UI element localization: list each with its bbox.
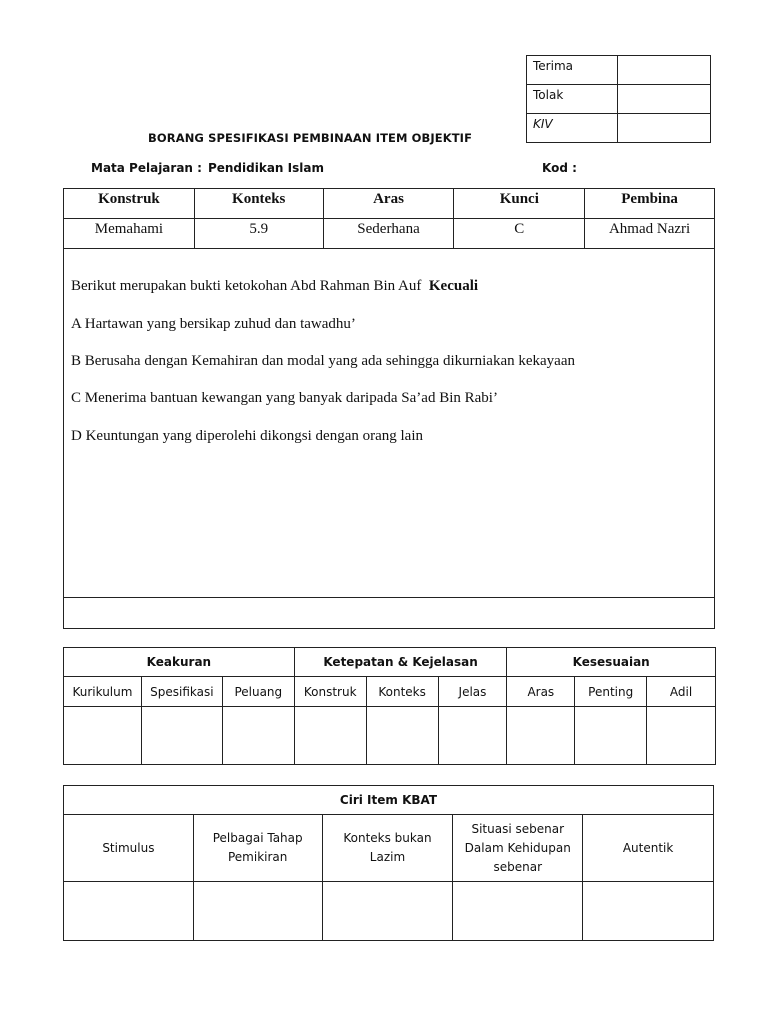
kbat-cell-pelbagai[interactable] bbox=[193, 882, 322, 941]
status-tolak-label: Tolak bbox=[527, 85, 618, 114]
review-cell-jelas[interactable] bbox=[438, 707, 507, 765]
meta-header-konstruk: Konstruk bbox=[64, 189, 195, 219]
kbat-header-pelbagai-line1: Pelbagai Tahap bbox=[212, 831, 303, 845]
status-kiv-cell[interactable] bbox=[618, 114, 711, 143]
review-group-keakuran: Keakuran bbox=[64, 648, 295, 677]
meta-header-aras: Aras bbox=[323, 189, 454, 219]
kbat-header-stimulus bbox=[64, 815, 194, 882]
review-sub-konstruk: Konstruk bbox=[294, 677, 366, 707]
kbat-header-situasi-line1: Situasi sebenar bbox=[471, 821, 565, 836]
meta-value-konstruk: Memahami bbox=[64, 219, 195, 249]
review-sub-konteks: Konteks bbox=[366, 677, 438, 707]
kbat-cell-situasi[interactable] bbox=[453, 882, 583, 941]
review-cell-adil[interactable] bbox=[647, 707, 716, 765]
kbat-cell-konteks[interactable] bbox=[322, 882, 453, 941]
kbat-cell-stimulus[interactable] bbox=[64, 882, 194, 941]
meta-header-konteks: Konteks bbox=[194, 189, 323, 219]
meta-value-pembina: Ahmad Nazri bbox=[585, 219, 715, 249]
review-cell-peluang[interactable] bbox=[222, 707, 294, 765]
kbat-header-konteks bbox=[322, 815, 453, 882]
kbat-cell-autentik[interactable] bbox=[583, 882, 714, 941]
review-sub-kurikulum: Kurikulum bbox=[64, 677, 142, 707]
review-cell-spesifikasi[interactable] bbox=[141, 707, 222, 765]
kbat-header-situasi bbox=[453, 815, 583, 882]
review-sub-aras: Aras bbox=[507, 677, 575, 707]
review-group-kesesuaian: Kesesuaian bbox=[507, 648, 716, 677]
form-title: BORANG SPESIFIKASI PEMBINAAN ITEM OBJEKTIF bbox=[148, 131, 473, 145]
option-d: D Keuntungan yang diperolehi dikongsi dengan orang lain bbox=[71, 428, 424, 444]
review-cell-penting[interactable] bbox=[575, 707, 647, 765]
status-terima-cell[interactable] bbox=[618, 56, 711, 85]
question-box bbox=[63, 249, 715, 598]
review-cell-konstruk[interactable] bbox=[294, 707, 366, 765]
option-a: A Hartawan yang bersikap zuhud dan tawadhu’ bbox=[71, 316, 356, 332]
option-b: B Berusaha dengan Kemahiran dan modal yang ada sehingga dikurniakan kekayaan bbox=[71, 353, 575, 369]
subject-value: Pendidikan Islam bbox=[207, 161, 324, 175]
kbat-header-pelbagai bbox=[193, 815, 322, 882]
kbat-header-konteks-line1: Konteks bukan bbox=[343, 831, 432, 845]
notes-box[interactable] bbox=[63, 597, 715, 629]
kbat-header-situasi-line2: Dalam Kehidupan bbox=[464, 840, 571, 855]
status-terima-label: Terima bbox=[527, 56, 618, 85]
kbat-table bbox=[63, 785, 714, 941]
question-stem-text: Berikut merupakan bukti ketokohan Abd Rahman Bin Auf bbox=[71, 278, 422, 294]
meta-value-aras: Sederhana bbox=[323, 219, 454, 249]
review-sub-jelas: Jelas bbox=[438, 677, 507, 707]
subject-label: Mata Pelajaran : bbox=[91, 161, 202, 175]
kbat-header-stimulus-line1: Stimulus bbox=[102, 840, 155, 855]
kbat-header-situasi-line3: sebenar bbox=[493, 859, 543, 874]
review-cell-konteks[interactable] bbox=[366, 707, 438, 765]
status-tolak-cell[interactable] bbox=[618, 85, 711, 114]
kbat-header-autentik bbox=[583, 815, 714, 882]
review-cell-aras[interactable] bbox=[507, 707, 575, 765]
subject-line bbox=[91, 161, 324, 175]
review-sub-adil: Adil bbox=[647, 677, 716, 707]
kbat-header-pelbagai-line2: Pemikiran bbox=[227, 850, 288, 864]
review-sub-peluang: Peluang bbox=[222, 677, 294, 707]
review-cell-kurikulum[interactable] bbox=[64, 707, 142, 765]
item-meta-table bbox=[63, 188, 715, 249]
kbat-title: Ciri Item KBAT bbox=[64, 786, 714, 815]
kbat-header-konteks-line2: Lazim bbox=[369, 850, 406, 864]
meta-value-konteks: 5.9 bbox=[194, 219, 323, 249]
review-table bbox=[63, 647, 716, 765]
question-stem bbox=[71, 278, 478, 295]
kbat-header-autentik-line1: Autentik bbox=[622, 840, 674, 855]
status-kiv-label: KIV bbox=[527, 114, 618, 143]
status-box bbox=[526, 55, 711, 143]
review-group-ketepatan: Ketepatan & Kejelasan bbox=[294, 648, 507, 677]
review-sub-spesifikasi: Spesifikasi bbox=[141, 677, 222, 707]
meta-header-pembina: Pembina bbox=[585, 189, 715, 219]
meta-header-kunci: Kunci bbox=[454, 189, 585, 219]
meta-value-kunci: C bbox=[454, 219, 585, 249]
review-sub-penting: Penting bbox=[575, 677, 647, 707]
kod-label: Kod : bbox=[542, 161, 577, 175]
question-stem-emphasis: Kecuali bbox=[428, 278, 479, 294]
option-c: C Menerima bantuan kewangan yang banyak daripada Sa’ad Bin Rabi’ bbox=[71, 390, 498, 406]
